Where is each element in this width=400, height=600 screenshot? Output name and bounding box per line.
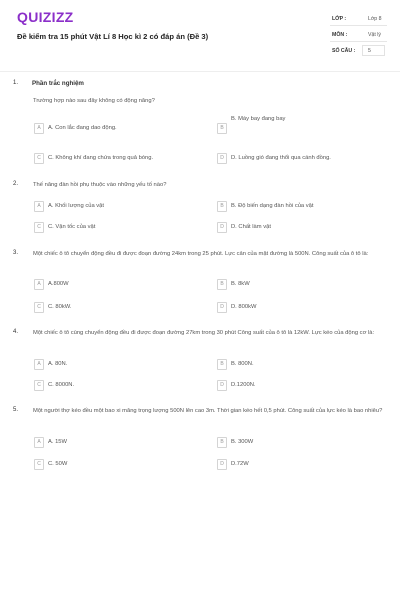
meta-row-grade [330,12,387,26]
option-letter-box: C [34,302,44,313]
option-text: C. 50W [48,461,68,467]
option-letter-box: A [34,279,44,290]
meta-value: 5 [368,48,371,54]
option-letter-box: D [217,222,227,233]
question-text: Thế năng đàn hồi phụ thuộc vào những yếu tố nào? [33,182,167,188]
option-text: B. 800N. [231,361,254,367]
section-number: 1. [13,80,19,86]
meta-value: Vật lý [368,32,381,38]
meta-value-box [362,45,385,56]
logo-icon [17,9,87,25]
option-letter-box: A [34,437,44,448]
meta-row-count [330,44,387,58]
option-letter-box: C [34,153,44,164]
option-text: D.72W [231,461,249,467]
option-letter-box: D [217,380,227,391]
question-number: 5. [13,407,19,413]
option-letter-box: B [217,279,227,290]
option-letter-box: D [217,302,227,313]
svg-text:QUIZIZZ: QUIZIZZ [17,9,74,25]
option-text: D.1200N. [231,382,256,388]
option-letter-box: B [217,437,227,448]
option-letter-box: A [34,359,44,370]
option-text: B. Máy bay đang bay [231,116,286,122]
meta-divider [330,41,387,42]
option-text: C. Không khí đang chứa trong quả bóng. [48,155,154,161]
meta-label: MÔN : [332,32,348,38]
quizizz-logo [17,9,87,25]
option-letter-box: D [217,459,227,470]
option-text: C. Vận tốc của vật [48,224,96,230]
option-text: A. 80N. [48,361,68,367]
question-text: Một người thợ kéo đều một bao xi măng trọng lượng 500N lên cao 3m. Thời gian kéo hết 0,5 phút. Công suất của lực kéo là bao nhiêu? [33,408,383,414]
meta-label: SỐ CÂU : [332,48,356,54]
meta-label: LỚP : [332,16,347,22]
meta-value: Lớp 8 [368,16,382,22]
option-text: B. 8kW [231,281,250,287]
option-text: D. 800kW [231,304,257,310]
option-text: D. Chất làm vật [231,224,271,230]
option-letter-box: C [34,380,44,391]
question-number: 2. [13,181,19,187]
meta-divider [330,25,387,26]
option-text: A.800W [48,281,69,287]
question-text: Một chiếc ô tô cùng chuyển động đều đi được đoạn đường 27km trong 30 phút Công suất của ô tô là 12kW. Lực kéo của động cơ là: [33,330,375,336]
option-letter-box: B [217,359,227,370]
section-title: Phần trắc nghiệm [32,80,84,87]
option-text: A. Khối lượng của vật [48,203,105,209]
option-letter-box: C [34,222,44,233]
option-text: C. 8000N. [48,382,75,388]
option-letter-box: A [34,201,44,212]
option-text: A. Con lắc đang dao động. [48,125,117,131]
question-text: Một chiếc ô tô chuyển động đều đi được đoạn đường 24km trong 25 phút. Lực cản của mặt đường là 500N. Công suất của ô tô là: [33,251,369,257]
option-text: B. 300W [231,439,254,445]
option-letter-box: B [217,123,227,134]
option-letter-box: A [34,123,44,134]
option-text: C. 80kW. [48,304,72,310]
question-text: Trường hợp nào sau đây không có động năng? [33,98,155,104]
question-number: 4. [13,329,19,335]
option-text: D. Luồng gió đang thổi qua cánh đồng. [231,155,331,161]
option-letter-box: B [217,201,227,212]
header-divider [0,71,400,72]
meta-row-subject [330,28,387,42]
question-number: 3. [13,250,19,256]
option-letter-box: C [34,459,44,470]
option-text: B. Độ biến dạng đàn hồi của vật [231,203,314,209]
option-letter-box: D [217,153,227,164]
option-text: A. 15W [48,439,68,445]
document-title: Đề kiểm tra 15 phút Vật Lí 8 Học kì 2 có đáp án (Đề 3) [17,32,209,41]
